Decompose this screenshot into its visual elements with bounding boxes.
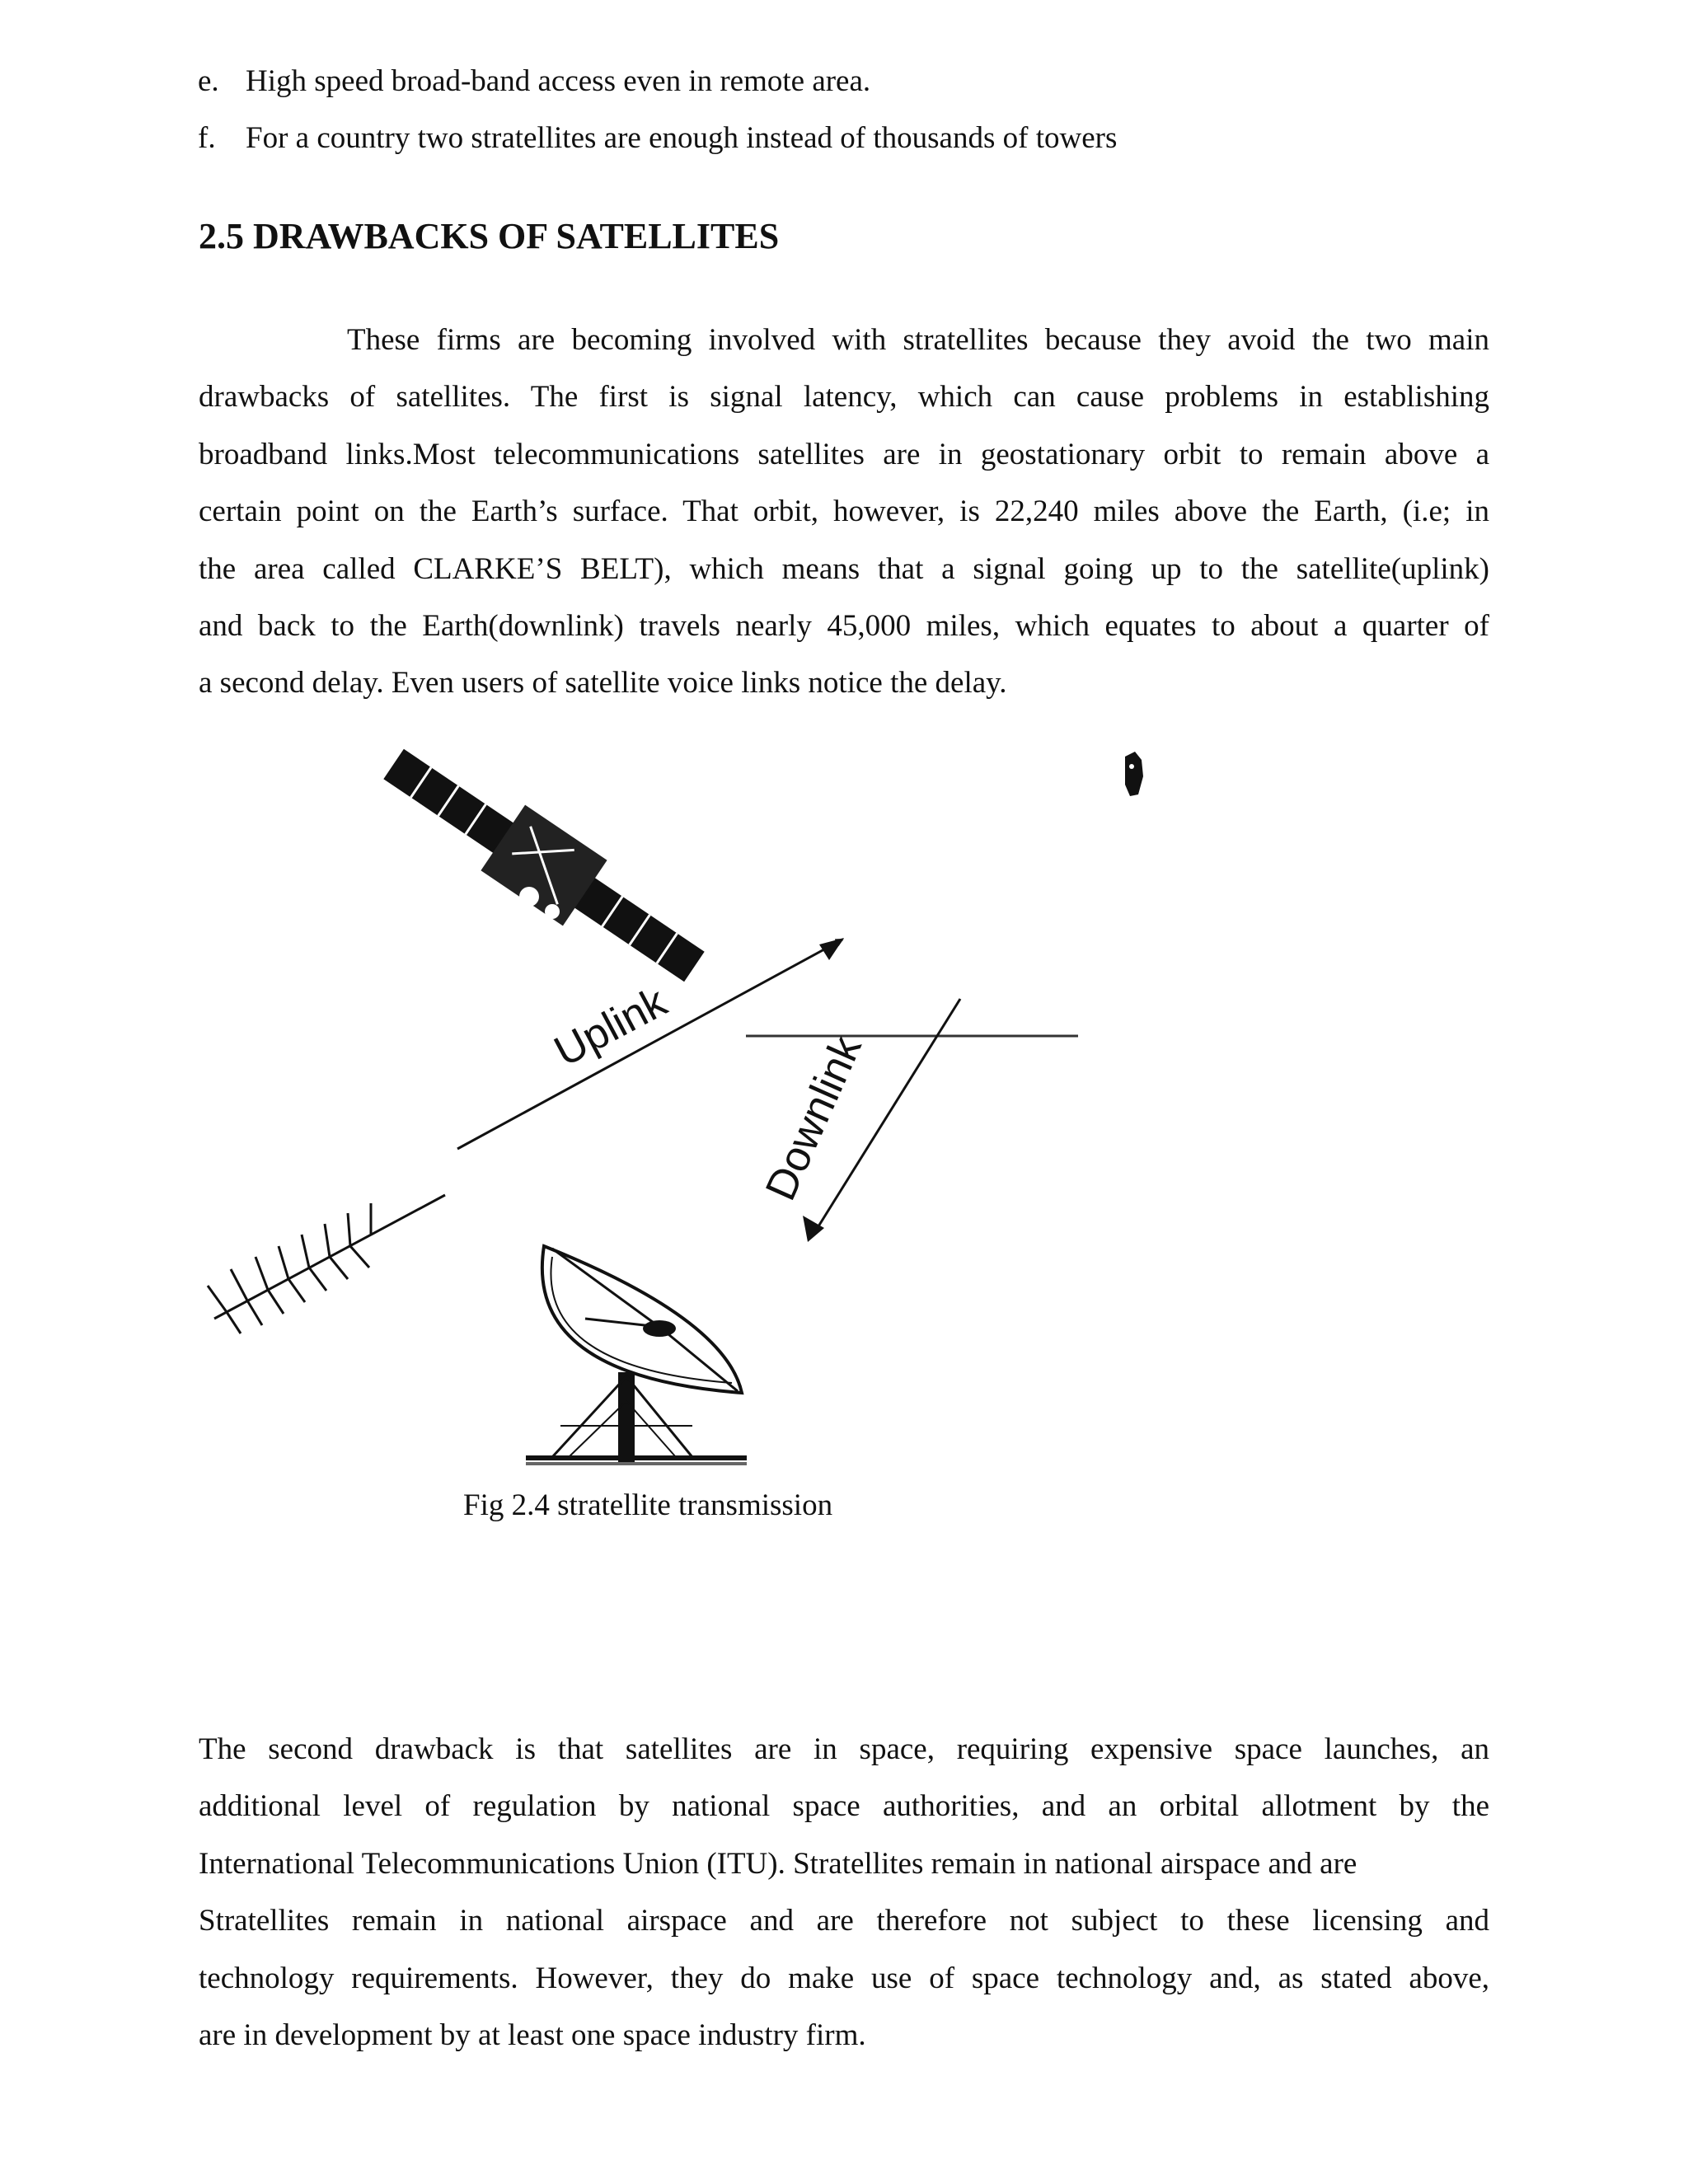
list-item-text: For a country two stratellites are enough instead of thousands of towers bbox=[246, 121, 1118, 155]
paragraph-line: International Telecommunications Union (ITU). Stratellites remain in national airspace and are bbox=[199, 1846, 1357, 1881]
downlink-arrowhead bbox=[803, 1216, 824, 1242]
ground-antenna-icon bbox=[208, 1195, 445, 1333]
satellite-dish-icon bbox=[526, 1246, 747, 1465]
figure-caption: Fig 2.4 stratellite transmission bbox=[463, 1488, 833, 1522]
paragraph-line: drawbacks of satellites. The first is signal latency, which can cause problems in establishing bbox=[199, 380, 1489, 415]
paragraph-latency bbox=[199, 312, 1489, 712]
list-item-e bbox=[198, 61, 871, 102]
uplink-arrow bbox=[457, 940, 842, 1149]
paragraph-line: technology requirements. However, they do make use of space technology and, as stated above, bbox=[199, 1961, 1489, 1995]
stratellite-transmission-diagram bbox=[198, 742, 1170, 1467]
paragraph-line: additional level of regulation by national space authorities, and an orbital allotment by the bbox=[199, 1789, 1489, 1824]
paragraph-line: and back to the Earth(downlink) travels nearly 45,000 miles, which equates to about a quarter of bbox=[199, 609, 1489, 644]
paragraph-line: broadband links.Most telecommunications satellites are in geostationary orbit to remain above a bbox=[199, 437, 1489, 471]
paragraph-line: a second delay. Even users of satellite voice links notice the delay. bbox=[199, 666, 1007, 701]
paragraph-line: Stratellites remain in national airspace and are therefore not subject to these licensing and bbox=[199, 1904, 1489, 1938]
paragraph-line: The second drawback is that satellites are in space, requiring expensive space launches, an bbox=[199, 1732, 1489, 1766]
list-marker: f. bbox=[198, 121, 216, 155]
downlink-label: Downlink bbox=[756, 1029, 871, 1207]
list-item-text: High speed broad-band access even in remote area. bbox=[246, 64, 871, 98]
section-heading: 2.5 DRAWBACKS OF SATELLITES bbox=[199, 216, 780, 256]
uplink-arrowhead bbox=[819, 938, 844, 960]
list-item-f bbox=[198, 118, 1118, 159]
paragraph-line: These firms are becoming involved with stratellites because they avoid the two main bbox=[347, 323, 1489, 357]
paragraph-regulation bbox=[199, 1721, 1489, 2064]
satellite-icon bbox=[372, 742, 716, 1000]
distant-satellite-icon bbox=[1125, 752, 1143, 796]
paragraph-line: are in development by at least one space industry firm. bbox=[199, 2018, 866, 2053]
list-marker: e. bbox=[198, 64, 219, 98]
paragraph-line: certain point on the Earth’s surface. That orbit, however, is 22,240 miles above the Earth, (i.e; in bbox=[199, 494, 1489, 529]
paragraph-line: the area called CLARKE’S BELT), which means that a signal going up to the satellite(uplink) bbox=[199, 551, 1489, 586]
uplink-label: Uplink bbox=[546, 977, 675, 1076]
